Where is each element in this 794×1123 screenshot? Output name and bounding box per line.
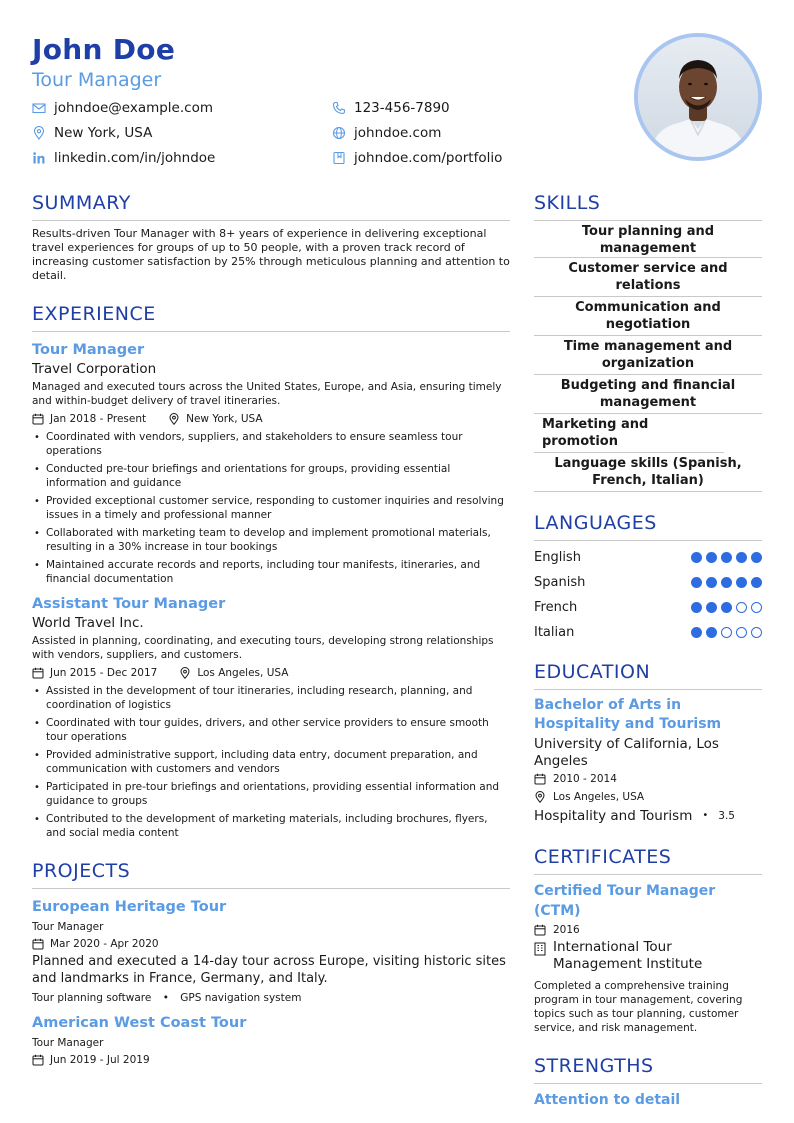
project-entry [32,897,510,1005]
strengths-heading: STRENGTHS [534,1053,762,1084]
building-icon [534,942,546,956]
calendar-icon [32,413,44,425]
linkedin-icon [32,151,46,165]
project-dates-text: Mar 2020 - Apr 2020 [50,938,159,950]
level-dot-filled [706,577,717,588]
job-bullets [32,430,510,586]
education-heading: EDUCATION [534,659,762,690]
language-level-dots [687,552,762,563]
field-of-study: Hospitality and Tourism [534,808,693,824]
summary-section [32,190,510,283]
job-bullet: • Provided exceptional customer service, responding to customer inquiries and resolving issues in a timely and professional manner [32,494,510,522]
gpa: 3.5 [718,810,735,822]
calendar-icon [534,924,546,936]
level-dot-filled [691,552,702,563]
contact-location [32,125,152,141]
languages-heading: LANGUAGES [534,510,762,541]
level-dot-filled [721,552,732,563]
job-meta [32,412,510,426]
job-entry [32,594,510,840]
education-field: Hospitality and Tourism • 3.5 [534,808,735,824]
contact-email[interactable] [32,100,213,116]
languages-section [534,510,762,645]
language-row [534,620,762,645]
job-bullet: • Provided administrative support, including data entry, document preparation, and communication with customers and vendors [32,748,510,776]
portfolio-text: johndoe.com/portfolio [354,150,503,166]
language-row [534,570,762,595]
certificate-title: Certified Tour Manager (CTM) [534,883,716,919]
level-dot-filled [691,577,702,588]
job-bullets [32,684,510,840]
language-level-dots [687,602,762,613]
job-meta [32,666,510,680]
language-name: Italian [534,625,575,640]
job-bullet: • Coordinated with tour guides, drivers, and other service providers to ensure smooth tour operations [32,716,510,744]
project-dates-text: Jun 2019 - Jul 2019 [50,1054,150,1066]
portfolio-icon [332,151,346,165]
certificate-year [534,921,762,939]
language-row [534,545,762,570]
right-column [534,190,762,1123]
contact-phone[interactable] [332,100,450,116]
job-company: Travel Corporation [32,361,157,377]
experience-section [32,301,510,840]
globe-icon [332,126,346,140]
job-bullet: • Conducted pre-tour briefings and orientations for groups, providing essential information and guidance [32,462,510,490]
project-tools: Tour planning software • GPS navigation system [32,992,302,1004]
calendar-icon [534,773,546,785]
job-description: Assisted in planning, coordinating, and executing tours, developing strong relationships with vendors, suppliers, and customers. [32,635,494,661]
project-tool: Tour planning software [32,992,152,1004]
project-role: Tour Manager [32,921,104,933]
job-title: Tour Manager [32,342,145,358]
level-dot-empty [751,602,762,613]
level-dot-filled [751,577,762,588]
calendar-icon [32,938,44,950]
left-column [32,190,510,1081]
job-dates [32,412,146,426]
summary-text: Results-driven Tour Manager with 8+ years of experience in delivering exceptional travel experiences for groups of up to 50 people, with a proven track record of increasing customer satisfaction by 25% through meticulous planning and attention to detail. [32,227,510,282]
experience-heading: EXPERIENCE [32,301,510,332]
strength-item: Attention to detail [534,1092,681,1108]
level-dot-filled [736,577,747,588]
education-location-text: Los Angeles, USA [553,791,645,803]
certificate-org [534,939,762,973]
project-meta [32,1053,510,1067]
phone-text: 123-456-7890 [354,100,450,116]
project-title: American West Coast Tour [32,1015,247,1031]
certificate-year-text: 2016 [553,924,580,936]
level-dot-empty [751,627,762,638]
linkedin-text: linkedin.com/in/johndoe [54,150,216,166]
level-dot-empty [736,627,747,638]
level-dot-filled [706,627,717,638]
education-section [534,659,762,826]
contact-portfolio[interactable] [332,150,502,166]
project-dates [32,937,159,951]
summary-heading: SUMMARY [32,190,510,221]
mail-icon [32,101,46,115]
job-entry [32,340,510,586]
project-entry [32,1013,510,1067]
job-location-text: New York, USA [186,413,263,425]
education-dates [534,770,762,788]
language-row [534,595,762,620]
calendar-icon [32,667,44,679]
job-bullet: • Contributed to the development of marketing materials, including brochures, flyers, and social media content [32,812,510,840]
location-pin-icon [179,667,191,679]
project-role: Tour Manager [32,1037,104,1049]
skill-item: Marketing and promotion [534,414,724,453]
projects-heading: PROJECTS [32,858,510,889]
job-title: Assistant Tour Manager [32,596,226,612]
location-pin-icon [32,126,46,140]
website-text: johndoe.com [354,125,442,141]
project-title: European Heritage Tour [32,899,227,915]
location-pin-icon [534,791,546,803]
education-location [534,788,762,806]
certificate-description: Completed a comprehensive training program in tour management, covering topics such as tour planning, customer service, and risk management. [534,980,743,1034]
skill-item: Customer service and relations [534,258,762,297]
certificates-section [534,844,762,1035]
level-dot-filled [721,602,732,613]
skill-item: Language skills (Spanish, French, Italian) [534,453,762,492]
level-dot-empty [736,602,747,613]
job-company: World Travel Inc. [32,615,144,631]
skill-item: Time management and organization [534,336,762,375]
level-dot-filled [721,577,732,588]
contact-website[interactable] [332,125,441,141]
project-tool: GPS navigation system [180,992,302,1004]
resume-header [32,33,592,93]
language-level-dots [687,577,762,588]
education-dates-text: 2010 - 2014 [553,773,617,785]
projects-section [32,858,510,1067]
email-text: johndoe@example.com [54,100,213,116]
level-dot-filled [691,627,702,638]
skills-heading: SKILLS [534,190,762,221]
language-list [534,545,762,645]
location-pin-icon [168,413,180,425]
project-meta [32,937,510,951]
calendar-icon [32,1054,44,1066]
level-dot-empty [721,627,732,638]
certificates-heading: CERTIFICATES [534,844,762,875]
profile-photo [634,33,762,161]
level-dot-filled [736,552,747,563]
degree-title: Bachelor of Arts in Hospitality and Tourism [534,697,722,732]
skill-item: Budgeting and financial management [534,375,762,414]
project-dates [32,1053,150,1067]
candidate-name: John Doe [32,33,176,66]
contact-linkedin[interactable] [32,150,215,166]
job-dates [32,666,157,680]
school-name: University of California, Los Angeles [534,736,719,769]
language-name: Spanish [534,575,586,590]
job-location [179,666,288,680]
skills-section [534,190,762,492]
skill-item: Tour planning and management [534,223,762,258]
job-bullet: • Coordinated with vendors, suppliers, and stakeholders to ensure seamless tour operations [32,430,510,458]
language-name: French [534,600,578,615]
skill-item: Communication and negotiation [534,297,762,336]
language-name: English [534,550,581,565]
language-level-dots [687,627,762,638]
level-dot-filled [706,552,717,563]
level-dot-filled [691,602,702,613]
job-bullet: • Maintained accurate records and reports, including tour manifests, itineraries, and financial documentation [32,558,510,586]
job-dates-text: Jun 2015 - Dec 2017 [50,667,158,679]
level-dot-filled [751,552,762,563]
job-description: Managed and executed tours across the United States, Europe, and Asia, ensuring timely and within-budget delivery of travel itineraries. [32,381,502,407]
location-text: New York, USA [54,125,153,141]
candidate-title: Tour Manager [32,69,162,91]
job-location-text: Los Angeles, USA [197,667,289,679]
certificate-org-text: International Tour Management Institute [553,939,703,972]
strengths-section [534,1053,762,1110]
job-dates-text: Jan 2018 - Present [50,413,147,425]
job-bullet: • Assisted in the development of tour itineraries, including research, planning, and coordination of logistics [32,684,510,712]
level-dot-filled [706,602,717,613]
project-description: Planned and executed a 14-day tour across Europe, visiting historic sites and landmarks in France, Germany, and Italy. [32,954,506,986]
phone-icon [332,101,346,115]
job-bullet: • Collaborated with marketing team to develop and implement promotional materials, resulting in a 30% increase in tour bookings [32,526,510,554]
job-location [168,412,262,426]
job-bullet: • Participated in pre-tour briefings and orientations, providing essential information and guidance to groups [32,780,510,808]
